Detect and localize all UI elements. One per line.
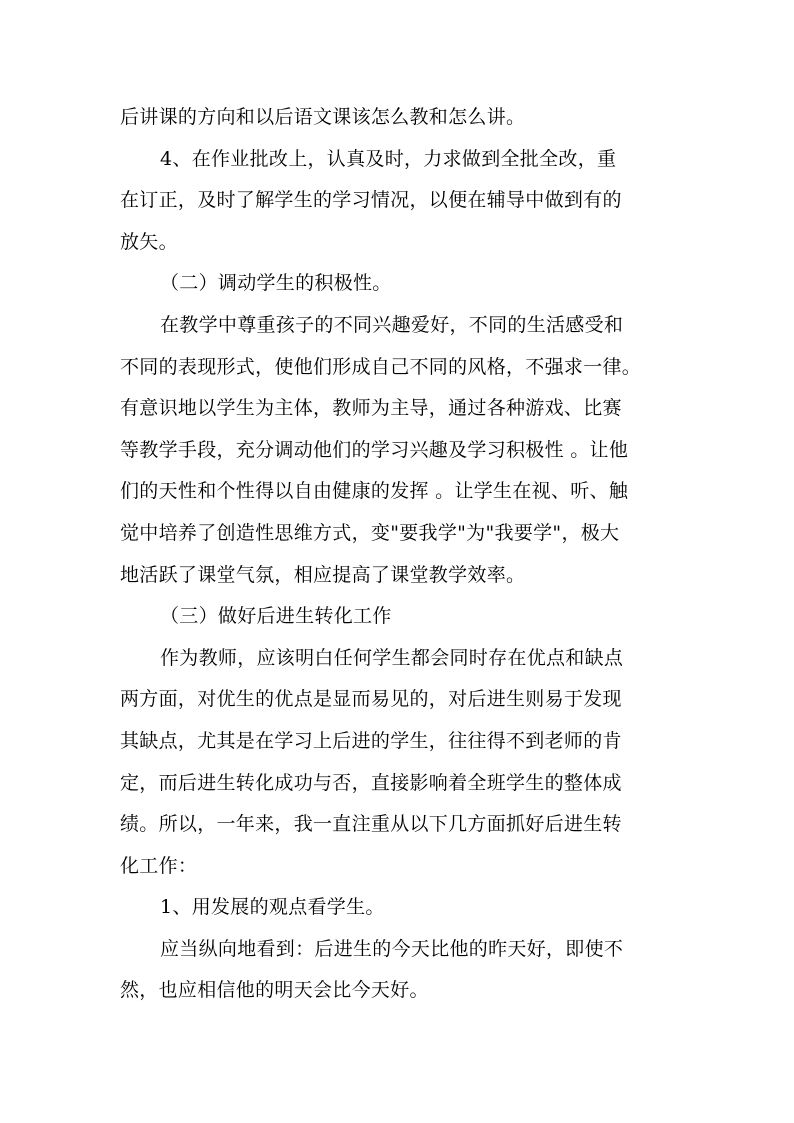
section-heading: （三）做好后进生转化工作 xyxy=(160,605,392,628)
list-item-heading: 1、用发展的观点看学生。 xyxy=(160,896,385,919)
text-line: 在教学中尊重孩子的不同兴趣爱好，不同的生活感受和 xyxy=(160,313,624,336)
text-line: 定，而后进生转化成功与否，直接影响着全班学生的整体成 xyxy=(120,771,622,794)
text-line: 然，也应相信他的明天会比今天好。 xyxy=(120,979,429,1002)
text-line: 化工作： xyxy=(120,854,198,877)
text-line: 们的天性和个性得以自由健康的发挥 。让学生在视、听、触 xyxy=(120,480,629,503)
text-line: 4、在作业批改上，认真及时，力求做到全批全改，重 xyxy=(160,147,617,170)
section-heading: （二）调动学生的积极性。 xyxy=(160,272,392,295)
body-text xyxy=(120,97,676,1012)
text-line: 后讲课的方向和以后语文课该怎么教和怎么讲。 xyxy=(120,106,526,128)
text-line: 觉中培养了创造性思维方式，变"要我学"为"我要学"，极大 xyxy=(120,521,620,544)
text-line: 其缺点，尤其是在学习上后进的学生，往往得不到老师的肯 xyxy=(120,729,622,752)
text-line: 放矢。 xyxy=(120,230,178,253)
text-line: 在订正，及时了解学生的学习情况，以便在辅导中做到有的 xyxy=(120,189,622,212)
text-line: 等教学手段，充分调动他们的学习兴趣及学习积极性 。让他 xyxy=(120,438,629,461)
text-line: 绩。所以，一年来，我一直注重从以下几方面抓好后进生转 xyxy=(120,813,622,836)
text-line: 不同的表现形式，使他们形成自己不同的风格，不强求一律。 xyxy=(120,355,642,378)
text-line: 有意识地以学生为主体，教师为主导，通过各种游戏、比赛 xyxy=(120,397,622,420)
text-line: 两方面，对优生的优点是显而易见的，对后进生则易于发现 xyxy=(120,688,622,711)
text-line: 地活跃了课堂气氛，相应提高了课堂教学效率。 xyxy=(120,563,526,586)
text-line: 作为教师，应该明白任何学生都会同时存在优点和缺点 xyxy=(160,646,624,669)
text-line: 应当纵向地看到：后进生的今天比他的昨天好，即使不 xyxy=(160,937,624,960)
